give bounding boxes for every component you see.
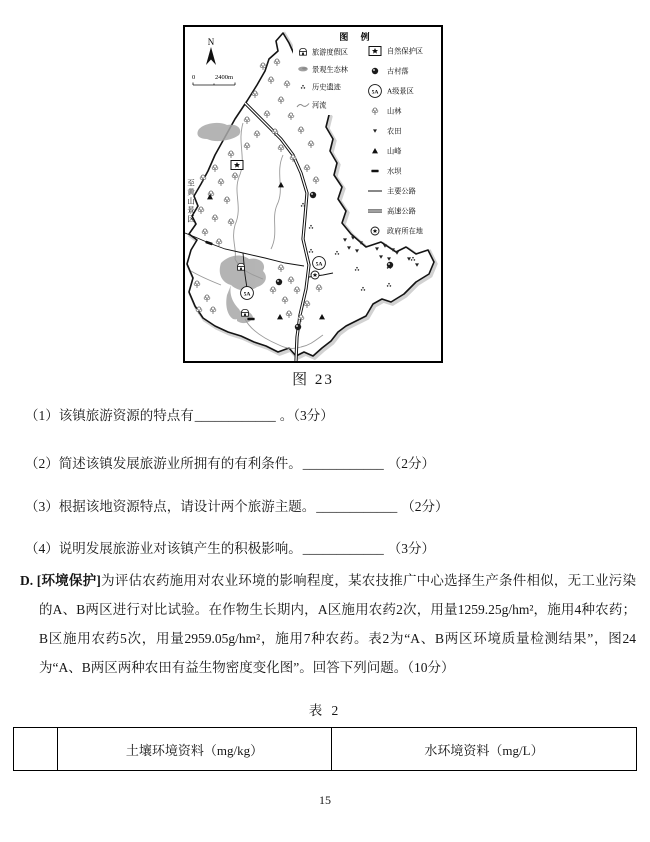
question-score: 。（3分） xyxy=(279,408,334,423)
table-2 xyxy=(13,727,637,771)
scale-start-label: 0 xyxy=(192,74,196,81)
answer-blank: ____________ xyxy=(316,499,398,514)
question-score: （2分） xyxy=(387,456,435,471)
legend-label: 河流 xyxy=(312,101,327,110)
legend-label: 景观生态林 xyxy=(312,66,348,74)
legend-label: 农田 xyxy=(387,127,402,136)
table-2-title: 表 2 xyxy=(308,703,342,718)
question-score: （3分） xyxy=(387,541,435,556)
legend-label: 山峰 xyxy=(387,147,402,156)
north-arrow xyxy=(206,37,216,65)
question-text: （1）该镇旅游资源的特点有 xyxy=(25,408,194,423)
scale-end-label: 2400m xyxy=(215,74,234,81)
table-2-header-blank xyxy=(14,728,58,770)
nature-reserve-marker xyxy=(231,161,243,170)
section-d-tag: [环境保护] xyxy=(36,573,101,588)
page-number: 15 xyxy=(319,793,331,807)
table-2-header-water: 水环境资料（mg/L） xyxy=(424,742,544,758)
question-3 xyxy=(25,495,625,515)
figure-23-map-frame xyxy=(183,25,443,363)
question-4 xyxy=(25,537,625,557)
legend-label: 古村落 xyxy=(387,67,409,76)
legend-bg-right xyxy=(363,115,441,239)
legend-item-nature-reserve xyxy=(369,47,423,56)
section-d-body: 为评估农药施用对农业环境的影响程度，某农技推广中心选择生产条件相似，无工业污染的A、B两区进行对比试验。在作物生长期内，A区施用农药2次，用量1259.25g/hm²，施用4种农药；B区施用农药5次，用量2959.05g/hm²，施用7种农药。表2为“A、B两区环境质量检测结果”，图24为“A、B两区两种农田有益生物密度变化图”。回答下列问题。（10分） xyxy=(39,573,637,675)
question-2 xyxy=(25,452,625,472)
scenic-5a-badge: 5A xyxy=(243,291,251,298)
section-d-paragraph xyxy=(20,566,636,682)
table-2-header-soil: 土壤环境资料（mg/kg） xyxy=(58,728,332,770)
answer-blank: ____________ xyxy=(302,541,384,556)
legend-label: A级景区 xyxy=(387,87,414,96)
legend-label: 自然保护区 xyxy=(387,47,423,56)
legend-label: 高速公路 xyxy=(387,207,416,216)
legend-item-5a-scenic xyxy=(369,85,414,98)
town-map xyxy=(185,27,441,361)
legend-title: 图 例 xyxy=(339,32,375,42)
question-score: （2分） xyxy=(401,499,449,514)
question-text: （2）简述该镇发展旅游业所拥有的有利条件。 xyxy=(25,456,302,471)
section-d-label: D. xyxy=(20,573,34,588)
edge-road-label: 至黄山景区 xyxy=(186,179,196,224)
answer-blank: ____________ xyxy=(302,456,384,471)
scenic-5a-badge: 5A xyxy=(315,261,323,268)
legend-label: 历史遗迹 xyxy=(312,83,341,92)
eco-forest-icon-core xyxy=(302,67,307,69)
legend-label: 主要公路 xyxy=(387,187,416,196)
question-text: （3）根据该地资源特点，请设计两个旅游主题。 xyxy=(25,499,316,514)
legend-label: 山林 xyxy=(387,107,402,116)
legend-label: 政府所在地 xyxy=(387,227,423,236)
question-text: （4）说明发展旅游业对该镇产生的积极影响。 xyxy=(25,541,302,556)
scale-bar xyxy=(192,74,235,85)
legend-5a-badge: 5A xyxy=(371,89,379,96)
north-label: N xyxy=(207,37,215,47)
government-seat-marker xyxy=(311,271,319,279)
legend-label: 水坝 xyxy=(387,167,402,176)
legend-label: 旅游度假区 xyxy=(312,48,348,57)
figure-caption: 图 23 xyxy=(292,372,334,388)
answer-blank: ____________ xyxy=(194,408,276,423)
question-1 xyxy=(25,404,625,424)
